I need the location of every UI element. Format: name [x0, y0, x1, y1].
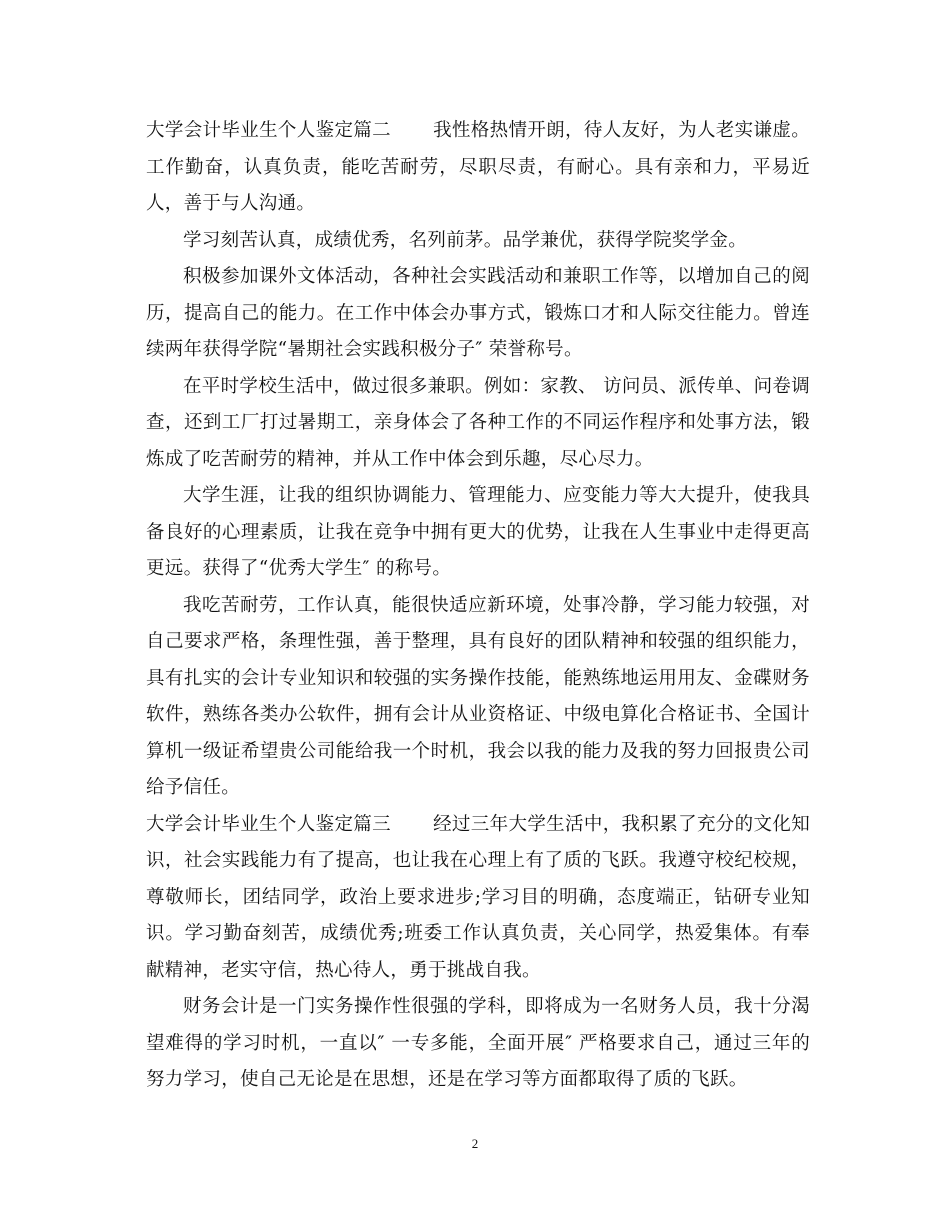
section-three-lead: 经过三年大学生活中，我积累了充分的文化知识，社会实践能力有了提高，也让我在心理上有了质的飞跃。我遵守校纪校规，尊敬师长，团结同学，政治上要求进步;学习目的明确，态度端正，钻研专业知识。学习勤奋刻苦，成绩优秀;班委工作认真负责，关心同学，热爱集体。有奉献精神，老实守信，热心待人，勇于挑战自我。: [146, 813, 810, 981]
document-body: [146, 113, 810, 1099]
page-number: 2: [471, 1136, 479, 1151]
paragraph: 财务会计是一门实务操作性很强的学科，即将成为一名财务人员，我十分渴望难得的学习时机，一直以″ 一专多能，全面开展″ 严格要求自己，通过三年的努力学习，使自己无论是在思想，还是在学习等方面都取得了质的飞跃。: [146, 996, 810, 1090]
paragraph: 在平时学校生活中，做过很多兼职。例如：家教、 访问员、派传单、问卷调查，还到工厂打过暑期工，亲身体会了各种工作的不同运作程序和处事方法，锻炼成了吃苦耐劳的精神，并从工作中体会到乐趣，尽心尽力。: [146, 375, 810, 470]
section-two-heading: 大学会计毕业生个人鉴定篇二: [146, 120, 392, 141]
paragraph: 积极参加课外文体活动，各种社会实践活动和兼职工作等，以增加自己的阅历，提高自己的能力。在工作中体会办事方式，锻炼口才和人际交往能力。曾连续两年获得学院“暑期社会实践积极分子″ 荣誉称号。: [146, 266, 810, 360]
paragraph: 我吃苦耐劳，工作认真，能很快适应新环境，处事冷静，学习能力较强，对自己要求严格，条理性强，善于整理，具有良好的团队精神和较强的组织能力，具有扎实的会计专业知识和较强的实务操作技能，能熟练地运用用友、金碟财务软件，熟练各类办公软件，拥有会计从业资格证、中级电算化合格证书、全国计算机一级证希望贵公司能给我一个时机，我会以我的能力及我的努力回报贵公司给予信任。: [146, 594, 810, 798]
section-two-lead: 我性格热情开朗，待人友好，为人老实谦虚。工作勤奋，认真负责，能吃苦耐劳，尽职尽责，有耐心。具有亲和力，平易近人，善于与人沟通。: [146, 120, 810, 214]
section-three-heading: 大学会计毕业生个人鉴定篇三: [146, 813, 392, 835]
section-three-opening: [146, 807, 810, 990]
paragraph: 学习刻苦认真，成绩优秀，名列前茅。品学兼优，获得学院奖学金。: [183, 229, 748, 251]
paragraph: 大学生涯，让我的组织协调能力、管理能力、应变能力等大大提升，使我具备良好的心理素质，让我在竞争中拥有更大的优势，让我在人生事业中走得更高更远。获得了“优秀大学生″ 的称号。: [146, 485, 810, 579]
section-two-opening: [146, 113, 810, 223]
